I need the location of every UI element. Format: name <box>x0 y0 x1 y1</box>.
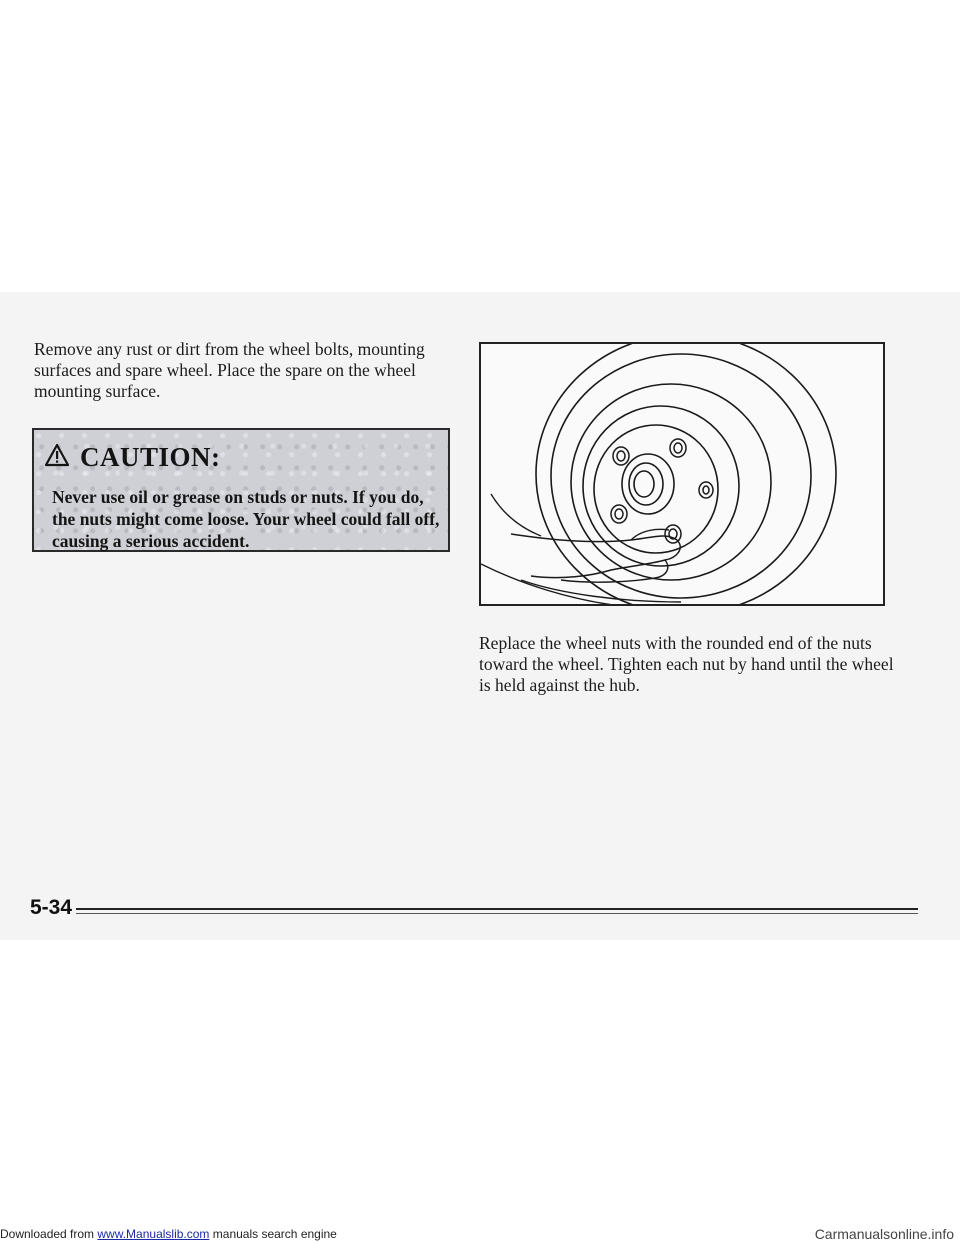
download-prefix: Downloaded from <box>0 1227 98 1241</box>
caution-header <box>44 442 221 473</box>
caution-text: Never use oil or grease on studs or nuts. If you do, the nuts might come loose. Your wheel could fall off, causing a serious accident. <box>52 487 440 551</box>
instruction-paragraph-replace-nuts: Replace the wheel nuts with the rounded end of the nuts toward the wheel. Tighten each nut by hand until the wheel is held against the hub. <box>479 633 894 695</box>
download-bar <box>0 1226 960 1242</box>
warning-triangle-icon <box>44 443 70 472</box>
page-footer <box>30 896 918 920</box>
caution-title: CAUTION: <box>80 442 221 472</box>
caution-box <box>32 428 450 552</box>
page-number: 5-34 <box>30 896 73 919</box>
watermark-text: Carmanualsonline.info <box>814 1226 954 1242</box>
instruction-paragraph-remove-rust: Remove any rust or dirt from the wheel bolts, mounting surfaces and spare wheel. Place the spare on the wheel mounting surface. <box>34 339 425 401</box>
footer-rule <box>76 908 918 914</box>
download-suffix: manuals search engine <box>209 1227 337 1241</box>
manualslib-link[interactable]: www.Manualslib.com <box>97 1227 210 1241</box>
wheel-mounting-illustration <box>479 342 885 606</box>
wheel-hub-drawing <box>481 344 883 604</box>
